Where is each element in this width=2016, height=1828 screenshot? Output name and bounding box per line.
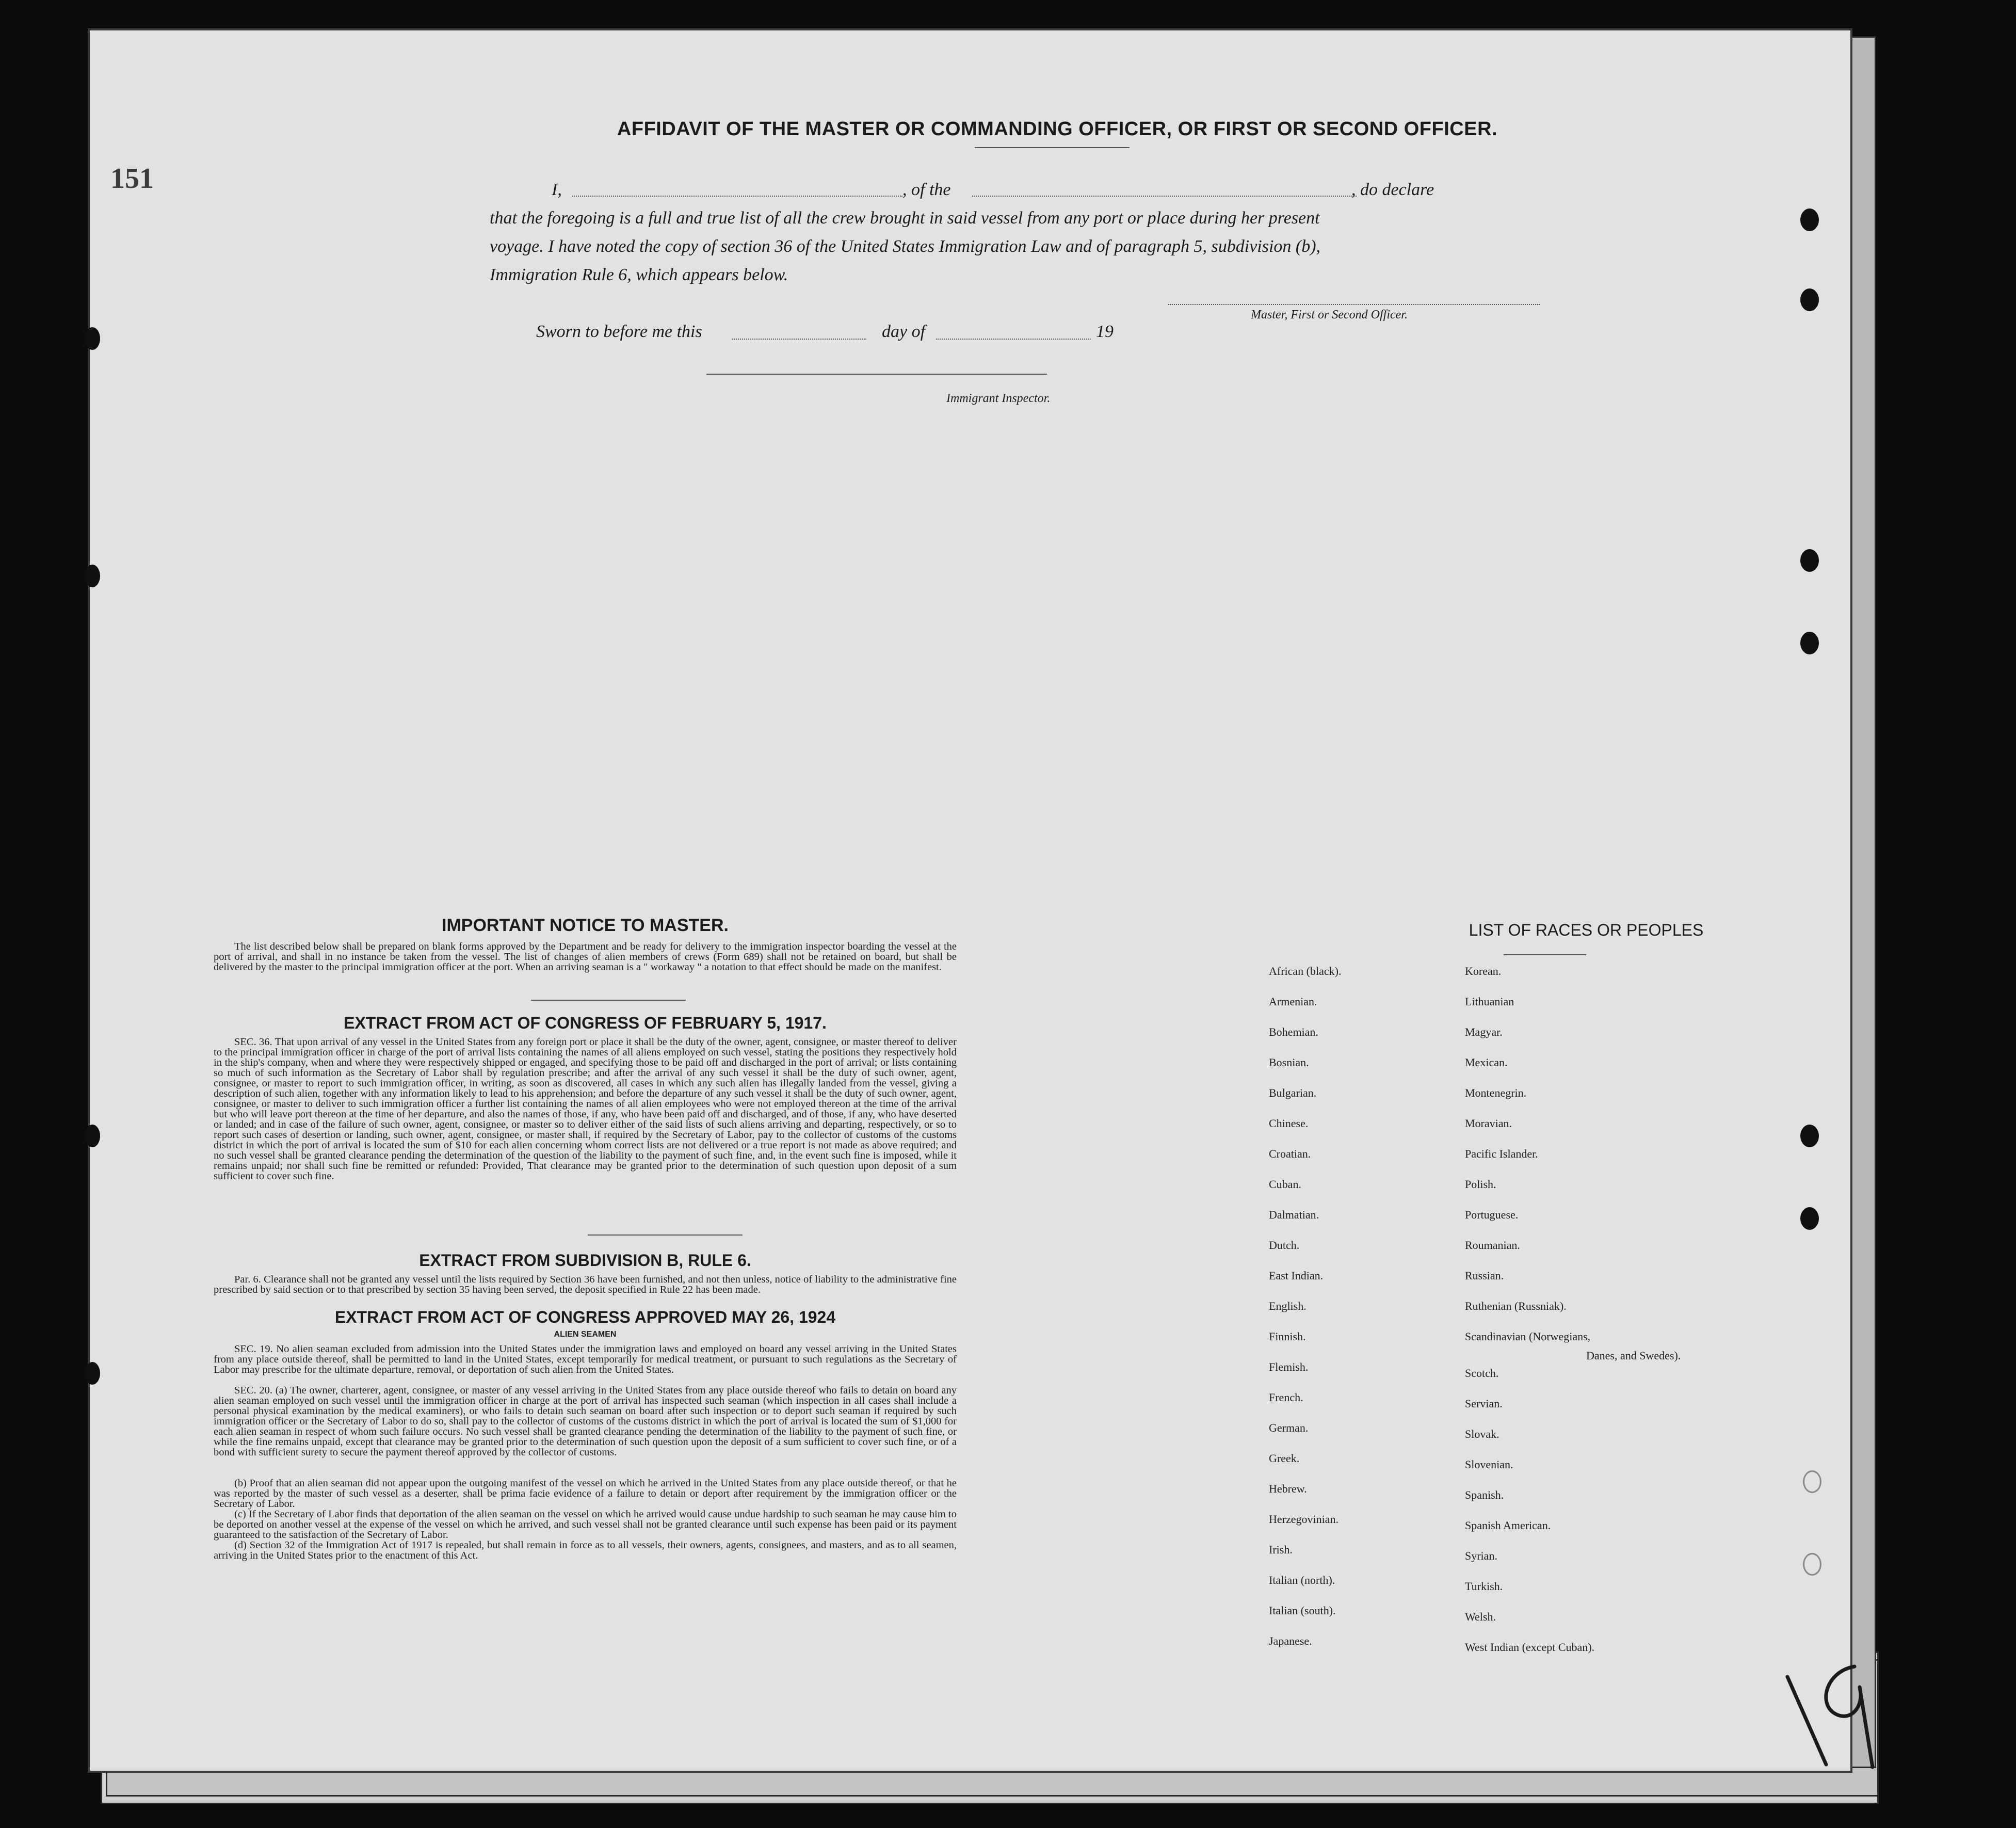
race-item: Greek. [1269,1452,1300,1465]
extract-rule6-title: EXTRACT FROM SUBDIVISION B, RULE 6. [419,1251,751,1270]
race-item: Spanish American. [1465,1519,1551,1532]
punch-hole [85,1362,100,1385]
extract-1924-paragraph: SEC. 19. No alien seaman excluded from admission into the United States under the immigration laws and employed on board any vessel arriving in the United States from any place outside thereof, shall be permitted to land in the United States, except temporarily for medical treatment, or pursuant to such regulations as the Secretary of Labor may prescribe for the ultimate departure, removal, or deportation of such alien from the United States. [214,1343,957,1375]
race-item: Bosnian. [1269,1056,1309,1069]
race-item: Dutch. [1269,1239,1300,1252]
punch-hole [85,327,100,350]
race-item: Scotch. [1465,1367,1499,1380]
punch-hole [1800,632,1819,654]
extract-1917-text: SEC. 36. That upon arrival of any vessel in the United States from any foreign port or place it shall be the duty of the owner, agent, consignee, or master thereof to deliver to the principal immigration officer in charge of the port of arrival lists containing the names of all aliens employed on such vessel, stating the positions they respectively hold in the ship's company, when and where they were respectively shipped or engaged, and specifying those to be paid off and discharged in the port of arrival; or lists containing so much of such information as the Secretary of Labor shall by regulation prescribe; and after the arrival of any such vessel it shall be the duty of such owner, agent, consignee, or master to report to such immigration officer, in writing, as soon as discovered, all cases in which any such alien has illegally landed from the vessel, giving a description of such alien, together with any information likely to lead to his apprehension; and before the departure of any such vessel it shall be the duty of such owner, agent, consignee, or master to deliver to such immigration officer a further list containing the names of all alien employees who were not employed thereon at the time of the arrival but who will leave port thereon at the time of her departure, and also the names of those, if any, who have been paid off and discharged, and of those, if any, who have deserted or landed; and in case of the failure of such owner, agent, consignee, or master so to deliver either of the said lists of such aliens arriving and departing, respectively, or so to report such cases of desertion or landing, such owner, agent, consignee, or master shall, if required by the Secretary of Labor, pay to the collector of customs of the customs district in which the port of arrival is located the sum of $10 for each alien concerning whom correct lists are not delivered or a true report is not made as above required; and no such vessel shall be granted clearance pending the determination of the question of the liability to the payment of such fine, and, in the event such fine is imposed, while it remains unpaid; nor shall such fine be remitted or refunded: Provided, That clearance may be granted prior to the determination of such question upon deposit of a sum sufficient to cover such fine. [214,1036,957,1182]
race-item: Croatian. [1269,1147,1311,1160]
notice-title: IMPORTANT NOTICE TO MASTER. [442,916,729,935]
name-blank [572,196,902,197]
signature-line [1168,304,1540,305]
race-item: Montenegrin. [1465,1086,1527,1099]
race-item: Spanish. [1465,1488,1504,1501]
race-item: English. [1269,1300,1307,1312]
race-item: Italian (north). [1269,1574,1335,1586]
race-item: Portuguese. [1465,1208,1519,1221]
race-item: East Indian. [1269,1269,1324,1282]
master-label: Master, First or Second Officer. [1251,308,1408,322]
race-item: Finnish. [1269,1330,1306,1343]
punch-hole [85,1125,100,1147]
affidavit-line: that the foregoing is a full and true list of all the crew brought in said vessel from any port or place during her present [490,209,1320,228]
affidavit-of-the-label: , of the [902,180,951,199]
race-item: Lithuanian [1465,995,1514,1008]
divider [975,147,1130,148]
extract-1924-paragraph: (c) If the Secretary of Labor finds that deportation of the alien seaman on the vessel on which he arrived would cause undue hardship to such seaman he may cause him to be deported on another vessel at the expense of the vessel on which he arrived, and such vessel shall not be granted clearance until such expense has been paid or its payment guaranteed to the satisfaction of the Secretary of Labor. [214,1509,957,1541]
affidavit-declare-label: , do declare [1351,180,1434,199]
vessel-blank [972,196,1357,197]
race-item: Syrian. [1465,1549,1497,1562]
year-prefix: 19 [1096,322,1114,341]
race-item: Russian. [1465,1269,1504,1282]
affidavit-i-label: I, [552,180,562,199]
month-blank [936,339,1091,340]
punch-hole [1803,1553,1821,1576]
race-item: Herzegovinian. [1269,1513,1338,1526]
extract-1924-paragraph: (b) Proof that an alien seaman did not appear upon the outgoing manifest of the vessel on which he arrived in the United States from any place outside thereof, or that he was reported by the master of such vessel as a deserter, shall be prima facie evidence of a failure to detain or deport after requirement by the immigration officer or the Secretary of Labor. [214,1478,957,1510]
day-of-label: day of [882,322,926,341]
affidavit-line: voyage. I have noted the copy of section 36 of the United States Immigration Law and of paragraph 5, subdivision (b), [490,237,1321,256]
race-item-continuation: Danes, and Swedes). [1586,1349,1681,1362]
extract-1924-subtitle: ALIEN SEAMEN [554,1330,617,1339]
notice-text: The list described below shall be prepared on blank forms approved by the Department and be ready for delivery to the immigration inspector boarding the vessel at the port of arrival, and shall in no instance be taken from the vessel. The list of changes of alien members of crews (Form 689) shall not be retained on board, but shall be delivered by the master to the principal immigration officer at the port. When an arriving seaman is a " workaway " a notation to that effect should be made on the manifest. [214,941,957,973]
punch-hole [1800,1125,1819,1147]
race-item: Italian (south). [1269,1604,1336,1617]
race-item: Polish. [1465,1178,1496,1191]
race-item: Mexican. [1465,1056,1508,1069]
race-item: Slovak. [1465,1428,1499,1440]
divider [1504,954,1586,955]
race-item: Slovenian. [1465,1458,1513,1471]
race-item: Hebrew. [1269,1482,1307,1495]
race-item: Bohemian. [1269,1025,1318,1038]
day-blank [732,339,866,340]
race-item: Servian. [1465,1397,1503,1410]
race-item: Pacific Islander. [1465,1147,1538,1160]
document-page [88,28,1852,1773]
extract-1924-paragraph: SEC. 20. (a) The owner, charterer, agent, consignee, or master of any vessel arriving in the United States from any place outside thereof who fails to detain on board any alien seaman employed on such vessel until the immigration officer in charge at the port of arrival has inspected such seaman (which inspection in all cases shall include a personal physical examination by the medical examiners), or who fails to detain such seaman on board after such inspection or to deport such seaman if required by such immigration officer or the Secretary of Labor to do so, shall pay to the collector of customs of the customs district in which the port of arrival is located the sum of $1,000 for each alien seaman in respect of whom such failure occurs. No such vessel shall be granted clearance pending the determination of the liability to the payment of such fine, or while the fine remains unpaid, except that clearance may be granted prior to the determination of such question upon the deposit of a sum sufficient to cover such fine, or of a bond with sufficient surety to secure the payment thereof approved by the collector of customs. [214,1385,957,1458]
inspector-label: Immigrant Inspector. [946,392,1051,405]
sworn-line [536,322,1207,345]
affidavit-title: AFFIDAVIT OF THE MASTER OR COMMANDING OFFICER, OR FIRST OR SECOND OFFICER. [617,118,1498,140]
race-item: Armenian. [1269,995,1317,1008]
race-item: Chinese. [1269,1117,1309,1130]
affidavit-line: Immigration Rule 6, which appears below. [490,265,788,284]
race-item: Ruthenian (Russniak). [1465,1300,1567,1312]
race-item: Bulgarian. [1269,1086,1317,1099]
race-item: Dalmatian. [1269,1208,1319,1221]
race-item: Irish. [1269,1543,1293,1556]
handwritten-number [1777,1656,1880,1780]
affidavit-text [490,180,1584,201]
race-item: Korean. [1465,965,1502,977]
race-item: West Indian (except Cuban). [1465,1641,1595,1654]
page-number: 151 [110,163,154,195]
race-item: Magyar. [1465,1025,1503,1038]
race-item: Turkish. [1465,1580,1503,1593]
race-item: African (black). [1269,965,1342,977]
race-item: Moravian. [1465,1117,1512,1130]
handwritten-number-text: 19 [1777,1656,1778,1657]
sworn-label: Sworn to before me this [536,322,702,341]
punch-hole [1800,288,1819,311]
race-item: Roumanian. [1465,1239,1520,1252]
race-item: Welsh. [1465,1610,1496,1623]
race-item: Cuban. [1269,1178,1301,1191]
punch-hole [1800,549,1819,572]
race-item: Flemish. [1269,1360,1309,1373]
divider [588,1234,743,1236]
punch-hole [1803,1470,1821,1493]
race-item: French. [1269,1391,1303,1404]
extract-1924-paragraph: (d) Section 32 of the Immigration Act of 1917 is repealed, but shall remain in force as to all vessels, their owners, agents, consignees, and masters, and as to all seamen, arriving in the United States prior to the enactment of this Act. [214,1540,957,1561]
extract-1917-title: EXTRACT FROM ACT OF CONGRESS OF FEBRUARY 5, 1917. [344,1014,827,1032]
punch-hole [1800,209,1819,231]
race-item: German. [1269,1421,1309,1434]
punch-hole [85,565,100,587]
race-item: Japanese. [1269,1634,1312,1647]
extract-rule6-text: Par. 6. Clearance shall not be granted any vessel until the lists required by Section 36 have been furnished, and not then unless, notice of liability to the administrative fine prescribed by said section or to that prescribed by section 35 having been served, the deposit specified in Rule 22 has been made. [214,1274,957,1295]
inspector-signature-line [706,374,1047,375]
races-title: LIST OF RACES OR PEOPLES [1469,921,1704,939]
punch-hole [1800,1207,1819,1230]
extract-1924-title: EXTRACT FROM ACT OF CONGRESS APPROVED MAY 26, 1924 [334,1308,836,1326]
divider [531,1000,686,1001]
race-item: Scandinavian (Norwegians, [1465,1330,1591,1343]
